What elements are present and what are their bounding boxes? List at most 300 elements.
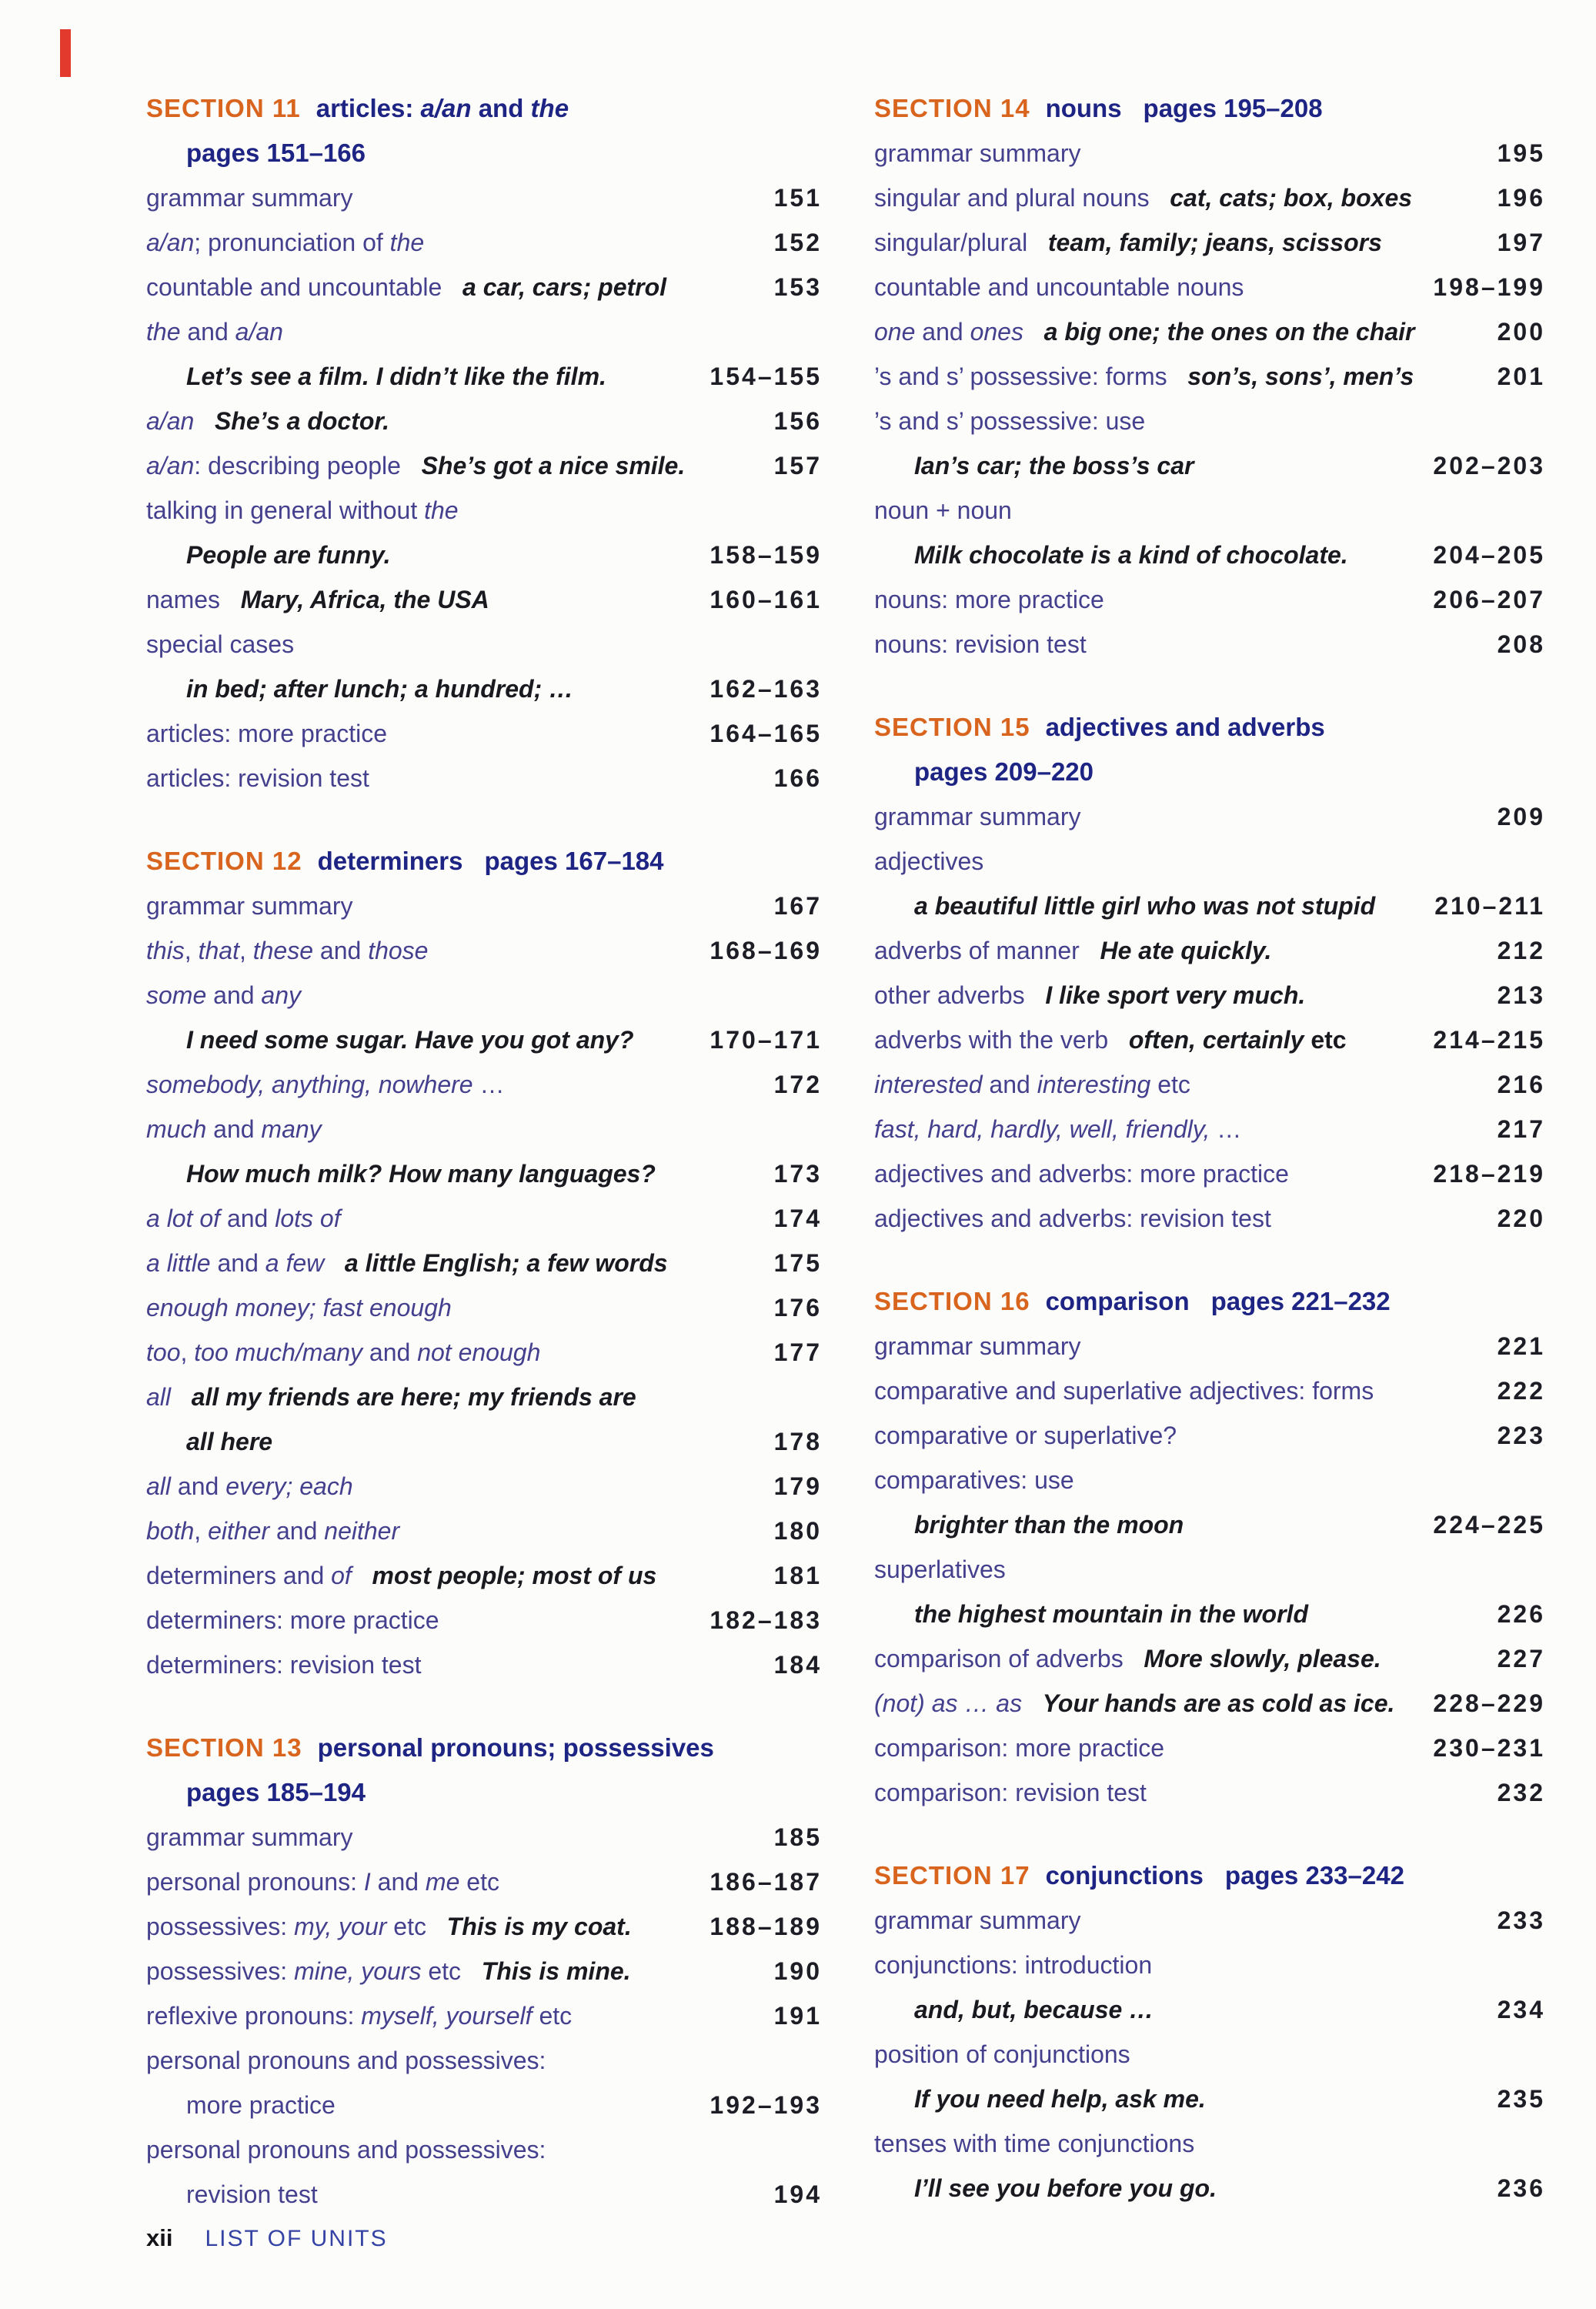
toc-section [874, 705, 1545, 1241]
entry-text [874, 839, 1545, 884]
entry-text-segment: etc [1150, 1071, 1190, 1098]
entry-page-number: 194 [773, 2180, 822, 2208]
entry-text-segment: these [252, 937, 314, 964]
entry-text [874, 622, 1488, 667]
example-text: This is mine. [481, 1957, 631, 1985]
entry-page-number: 234 [1497, 1996, 1545, 2023]
section-pages: pages 185–194 [186, 1778, 366, 1806]
entry-text-segment: , [180, 1338, 195, 1366]
entry-page-number: 221 [1497, 1332, 1545, 1360]
entry-text-segment: interesting [1037, 1071, 1151, 1098]
entry-page-number: 208 [1497, 630, 1545, 658]
entry-text-segment: neither [324, 1517, 400, 1545]
entry-text [146, 622, 822, 667]
section-label: SECTION 16 [874, 1287, 1030, 1315]
entry-text [146, 1062, 765, 1107]
entry-page-number: 222 [1497, 1377, 1545, 1405]
entry-text-segment: personal pronouns and possessives: [146, 2047, 546, 2074]
entry-text-segment: grammar summary [874, 803, 1081, 830]
toc-entry [146, 756, 822, 800]
toc-entry [874, 622, 1545, 667]
toc-entry [146, 1642, 822, 1687]
entry-text [146, 2172, 765, 2217]
entry-page-number: 236 [1497, 2174, 1545, 2202]
entry-text-segment: fast, hard, hardly, well, friendly, [874, 1115, 1210, 1143]
section-pages: pages 221–232 [1210, 1287, 1391, 1315]
toc-entry [874, 354, 1545, 399]
entry-text-segment: ones [970, 318, 1023, 346]
toc-entry [146, 175, 822, 220]
entry-text-segment [1124, 1645, 1144, 1672]
entry-text [874, 488, 1545, 533]
entry-text [146, 2083, 700, 2127]
entry-text-segment: and [915, 318, 970, 346]
entry-text-segment: noun + noun [874, 496, 1012, 524]
entry-page-number: 224–225 [1433, 1511, 1545, 1539]
toc-entry [146, 1904, 822, 1949]
entry-text [146, 1509, 765, 1553]
toc-entry [874, 265, 1545, 309]
entry-text-segment: reflexive pronouns: [146, 2002, 362, 2030]
entry-text [874, 1943, 1545, 1987]
entry-text [146, 1107, 822, 1151]
entry-text-segment: personal pronouns and possessives: [146, 2136, 546, 2164]
entry-page-number: 178 [773, 1428, 822, 1455]
example-text: all here [186, 1428, 273, 1455]
entry-text-segment: grammar summary [874, 1332, 1081, 1360]
example-text: Ian’s car; the boss’s car [914, 452, 1194, 480]
section-heading [146, 1726, 822, 1770]
entry-page-number: 195 [1497, 139, 1545, 167]
entry-page-number: 164–165 [710, 720, 822, 747]
toc-entry [874, 1770, 1545, 1815]
entry-text-segment: : describing people [194, 452, 401, 480]
entry-page-number: 230–231 [1433, 1734, 1545, 1762]
entry-page-number: 216 [1497, 1071, 1545, 1098]
entry-page-number: 198–199 [1433, 273, 1545, 301]
section-title: comparison [1045, 1287, 1190, 1315]
entry-page-number: 213 [1497, 981, 1545, 1009]
entry-text-segment: all [146, 1472, 172, 1500]
entry-page-number: 228–229 [1433, 1689, 1545, 1717]
entry-text-segment: somebody, anything, nowhere [146, 1071, 473, 1098]
entry-text [146, 1860, 700, 1904]
entry-page-number: 188–189 [710, 1913, 822, 1940]
entry-text [874, 265, 1424, 309]
toc-entry [146, 1815, 822, 1860]
entry-text-segment: etc [532, 2002, 573, 2030]
entry-text-segment: articles: more practice [146, 720, 387, 747]
example-text: a car, cars; petrol [462, 273, 667, 301]
entry-text [146, 443, 765, 488]
entry-text-segment: ’s and s’ possessive: forms [874, 363, 1167, 390]
entry-text [874, 884, 1425, 928]
entry-text-segment: my, your [294, 1913, 387, 1940]
entry-text-segment: and [313, 937, 369, 964]
entry-text [874, 1987, 1488, 2032]
entry-text [146, 577, 700, 622]
entry-text-segment: and [171, 1472, 226, 1500]
entry-text [874, 1368, 1488, 1413]
entry-text-segment: talking in general without [146, 496, 425, 524]
section-heading [874, 1279, 1545, 1324]
entry-text-segment: , [239, 937, 253, 964]
entry-page-number: 235 [1497, 2085, 1545, 2113]
entry-text-segment [1023, 318, 1044, 346]
toc-entry [146, 220, 822, 265]
entry-text-segment: comparison: more practice [874, 1734, 1165, 1762]
toc-entry [874, 794, 1545, 839]
section-title: nouns [1045, 94, 1122, 122]
entry-text [146, 2038, 822, 2083]
entry-page-number: 214–215 [1433, 1026, 1545, 1054]
example-text: If you need help, ask me. [914, 2085, 1206, 2113]
toc-entry [874, 884, 1545, 928]
entry-text [146, 711, 700, 756]
entry-text-segment: more practice [186, 2091, 336, 2119]
entry-text [874, 794, 1488, 839]
toc-entry [146, 354, 822, 399]
section-title: adjectives and adverbs [1045, 713, 1325, 741]
entry-text [874, 220, 1488, 265]
section-label: SECTION 14 [874, 94, 1030, 122]
toc-entry [146, 1553, 822, 1598]
entry-text [146, 667, 700, 711]
entry-text-segment [1150, 184, 1170, 212]
entry-text-segment: countable and uncountable [146, 273, 442, 301]
entry-page-number: 174 [773, 1205, 822, 1232]
entry-text-segment: , [184, 937, 199, 964]
entry-page-number: 152 [773, 229, 822, 256]
example-text: More slowly, please. [1144, 1645, 1381, 1672]
entry-text-segment: every; each [225, 1472, 353, 1500]
entry-text-segment: of [331, 1562, 352, 1589]
entry-text [874, 354, 1488, 399]
entry-page-number: 177 [773, 1338, 822, 1366]
toc-entry [874, 577, 1545, 622]
toc-entry [874, 1987, 1545, 2032]
example-text: and, but, because … [914, 1996, 1154, 2023]
entry-text-segment: (not) as … as [874, 1689, 1023, 1717]
entry-text [146, 1196, 765, 1241]
section-pages: pages 195–208 [1143, 94, 1323, 122]
entry-text-segment: too much/many [194, 1338, 363, 1366]
entry-text [146, 928, 700, 973]
entry-text-segment: , [194, 1517, 209, 1545]
entry-page-number: 197 [1497, 229, 1545, 256]
entry-text-segment: a/an [146, 452, 195, 480]
entry-text-segment: nouns: revision test [874, 630, 1087, 658]
toc-entry [146, 1993, 822, 2038]
entry-text-segment: comparison: revision test [874, 1779, 1147, 1806]
entry-text [874, 1681, 1424, 1726]
entry-page-number: 181 [773, 1562, 822, 1589]
example-text: How much milk? How many languages? [186, 1160, 656, 1188]
toc-entry [146, 577, 822, 622]
entry-text-segment: either [208, 1517, 270, 1545]
entry-text [146, 488, 822, 533]
entry-page-number: 204–205 [1433, 541, 1545, 569]
toc-entry [874, 2077, 1545, 2121]
example-text: in bed; after lunch; a hundred; … [186, 675, 574, 703]
section-label: SECTION 12 [146, 847, 302, 875]
toc-entry [146, 973, 822, 1017]
example-text: all my friends are here; my friends are [191, 1383, 636, 1411]
entry-text [146, 175, 765, 220]
entry-text [874, 1324, 1488, 1368]
toc-entry [874, 2032, 1545, 2077]
toc-entry [146, 309, 822, 354]
entry-text-segment: comparative or superlative? [874, 1422, 1177, 1449]
entry-text-segment: determiners and [146, 1562, 332, 1589]
footer-page-number: xii [146, 2224, 173, 2251]
entry-text [146, 309, 822, 354]
entry-text [874, 2166, 1488, 2210]
example-text: Mary, Africa, the USA [240, 586, 489, 613]
section-label: SECTION 15 [874, 713, 1030, 741]
toc-entry [874, 443, 1545, 488]
entry-text-segment: and [269, 1517, 325, 1545]
entry-text-segment: special cases [146, 630, 295, 658]
entry-text-segment: grammar summary [874, 139, 1081, 167]
toc-section [146, 1726, 822, 2217]
section-title: conjunctions [1045, 1861, 1204, 1890]
entry-text-segment [1167, 363, 1188, 390]
example-text: Milk chocolate is a kind of chocolate. [914, 541, 1348, 569]
entry-text [146, 1993, 765, 2038]
toc-entry [146, 1285, 822, 1330]
section-pages: pages 233–242 [1224, 1861, 1404, 1890]
entry-text-segment: many [261, 1115, 322, 1143]
example-text: I’ll see you before you go. [914, 2174, 1217, 2202]
toc-entry [146, 488, 822, 533]
entry-page-number: 200 [1497, 318, 1545, 346]
entry-text-segment: grammar summary [146, 1823, 353, 1851]
entry-text [146, 1598, 700, 1642]
section-label: SECTION 17 [874, 1861, 1030, 1890]
toc-entry [874, 1636, 1545, 1681]
example-text: a beautiful little girl who was not stupid [914, 892, 1376, 920]
toc-entry [874, 928, 1545, 973]
entry-text [874, 928, 1488, 973]
toc-entry [146, 1151, 822, 1196]
toc-entry [874, 1413, 1545, 1458]
toc-column-right [874, 86, 1545, 2210]
entry-text-segment: and [180, 318, 235, 346]
entry-page-number: 190 [773, 1957, 822, 1985]
entry-text-segment: the [389, 229, 425, 256]
section-heading [874, 705, 1545, 750]
entry-text-segment: this [146, 937, 185, 964]
example-text: cat, cats; box, boxes [1170, 184, 1413, 212]
entry-text-segment: some [146, 981, 207, 1009]
entry-text-segment: too [146, 1338, 181, 1366]
entry-page-number: 232 [1497, 1779, 1545, 1806]
entry-page-number: 226 [1497, 1600, 1545, 1628]
example-text: This is my coat. [446, 1913, 632, 1940]
entry-text [874, 1898, 1488, 1943]
entry-text-segment: grammar summary [874, 1906, 1081, 1934]
entry-page-number: 202–203 [1433, 452, 1545, 480]
entry-text-segment: a little [146, 1249, 211, 1277]
entry-text [874, 1017, 1424, 1062]
entry-text-segment [1027, 229, 1048, 256]
toc-entry [146, 1375, 822, 1419]
example-text: She’s a doctor. [214, 407, 389, 435]
entry-text-segment: conjunctions: introduction [874, 1951, 1153, 1979]
toc-entry [146, 265, 822, 309]
entry-page-number: 160–161 [710, 586, 822, 613]
entry-text-segment: comparative and superlative adjectives: forms [874, 1377, 1374, 1405]
entry-page-number: 173 [773, 1160, 822, 1188]
entry-text-segment: nouns: more practice [874, 586, 1104, 613]
entry-page-number: 210–211 [1434, 892, 1545, 920]
entry-text-segment: and [370, 1868, 426, 1896]
entry-text [874, 1592, 1488, 1636]
entry-text-segment: not enough [417, 1338, 541, 1366]
entry-text [874, 1726, 1424, 1770]
entry-text-segment [1108, 1026, 1129, 1054]
toc-entry [874, 1502, 1545, 1547]
toc-entry [874, 488, 1545, 533]
entry-page-number: 156 [773, 407, 822, 435]
entry-page-number: 179 [773, 1472, 822, 1500]
entry-page-number: 172 [773, 1071, 822, 1098]
entry-text [874, 1107, 1488, 1151]
entry-text-segment: comparatives: use [874, 1466, 1074, 1494]
entry-text-segment: … [1210, 1115, 1242, 1143]
entry-text-segment: … [472, 1071, 505, 1098]
entry-text-segment: etc [421, 1957, 462, 1985]
entry-text-segment [461, 1957, 482, 1985]
example-text: People are funny. [186, 541, 391, 569]
toc-entry [874, 399, 1545, 443]
toc-entry [874, 220, 1545, 265]
entry-text-segment: etc [1304, 1026, 1347, 1054]
entry-page-number: 182–183 [710, 1606, 822, 1634]
entry-text [874, 2121, 1545, 2166]
entry-text-segment: and [206, 981, 262, 1009]
entry-text [874, 577, 1424, 622]
entry-text-segment: adverbs with the verb [874, 1026, 1109, 1054]
entry-page-number: 175 [773, 1249, 822, 1277]
toc-entry [146, 1860, 822, 1904]
toc-entry [874, 1017, 1545, 1062]
entry-text-segment: and [210, 1249, 265, 1277]
entry-page-number: 186–187 [710, 1868, 822, 1896]
toc-entry [146, 1017, 822, 1062]
entry-page-number: 166 [773, 764, 822, 792]
entry-text-segment: a/an [146, 229, 195, 256]
entry-text-segment: me [425, 1868, 460, 1896]
section-pages: pages 167–184 [484, 847, 664, 875]
toc-entry [874, 1324, 1545, 1368]
toc-entry [874, 309, 1545, 354]
entry-page-number: 218–219 [1433, 1160, 1545, 1188]
entry-text-segment: determiners: revision test [146, 1651, 422, 1679]
entry-text-segment: much [146, 1115, 207, 1143]
toc-section [146, 86, 822, 800]
entry-text-segment: a/an [235, 318, 283, 346]
entry-text [146, 1553, 765, 1598]
section-heading [146, 86, 822, 131]
entry-text-segment: adjectives and adverbs: more practice [874, 1160, 1289, 1188]
entry-text-segment: the [424, 496, 459, 524]
entry-text [146, 973, 822, 1017]
toc-entry [146, 2127, 822, 2172]
toc-entry [146, 1419, 822, 1464]
entry-text-segment: singular/plural [874, 229, 1028, 256]
toc-entry [874, 1107, 1545, 1151]
entry-text-segment [1022, 1689, 1043, 1717]
example-text: a big one; the ones on the chair [1043, 318, 1415, 346]
entry-page-number: 192–193 [710, 2091, 822, 2119]
entry-text-segment [426, 1913, 447, 1940]
entry-text-segment: grammar summary [146, 892, 353, 920]
entry-text-segment [352, 1562, 372, 1589]
entry-text-segment: position of conjunctions [874, 2040, 1130, 2068]
toc-entry [146, 1107, 822, 1151]
entry-text-segment: mine, yours [294, 1957, 422, 1985]
entry-text-segment: countable and uncountable nouns [874, 273, 1244, 301]
toc-entry [874, 1196, 1545, 1241]
toc-section [874, 1853, 1545, 2210]
example-text: Your hands are as cold as ice. [1042, 1689, 1395, 1717]
entry-text-segment: grammar summary [146, 184, 353, 212]
entry-text [874, 1062, 1488, 1107]
example-text: I like sport very much. [1045, 981, 1306, 1009]
scan-artifact-red-mark [60, 29, 71, 77]
entry-page-number: 158–159 [710, 541, 822, 569]
toc-entry [146, 884, 822, 928]
section-label: SECTION 13 [146, 1733, 302, 1762]
toc-entry [874, 2121, 1545, 2166]
entry-page-number: 180 [773, 1517, 822, 1545]
toc-section [874, 1279, 1545, 1815]
example-text: son’s, sons’, men’s [1187, 363, 1414, 390]
entry-text-segment: personal pronouns: [146, 1868, 364, 1896]
entry-page-number: 220 [1497, 1205, 1545, 1232]
toc-entry [874, 1681, 1545, 1726]
entry-text-segment: adjectives and adverbs: revision test [874, 1205, 1271, 1232]
entry-text [146, 1419, 765, 1464]
entry-text [874, 1458, 1545, 1502]
example-text: She’s got a nice smile. [421, 452, 686, 480]
entry-page-number: 184 [773, 1651, 822, 1679]
toc-entry [874, 1062, 1545, 1107]
entry-text-segment: all [146, 1383, 172, 1411]
entry-page-number: 185 [773, 1823, 822, 1851]
toc-entry [146, 1196, 822, 1241]
entry-text [146, 1151, 765, 1196]
entry-page-number: 154–155 [710, 363, 822, 390]
entry-text-segment: etc [459, 1868, 499, 1896]
toc-entry [874, 131, 1545, 175]
entry-text-segment: names [146, 586, 221, 613]
entry-text [874, 1413, 1488, 1458]
entry-text [146, 220, 765, 265]
section-pages: pages 151–166 [186, 139, 366, 167]
entry-text [874, 1151, 1424, 1196]
entry-text [874, 2032, 1545, 2077]
entry-text [874, 309, 1488, 354]
toc-entry [874, 1547, 1545, 1592]
toc-entry [146, 399, 822, 443]
toc-entry [146, 667, 822, 711]
toc-entry [146, 443, 822, 488]
entry-text-segment [324, 1249, 345, 1277]
entry-text [874, 1196, 1488, 1241]
